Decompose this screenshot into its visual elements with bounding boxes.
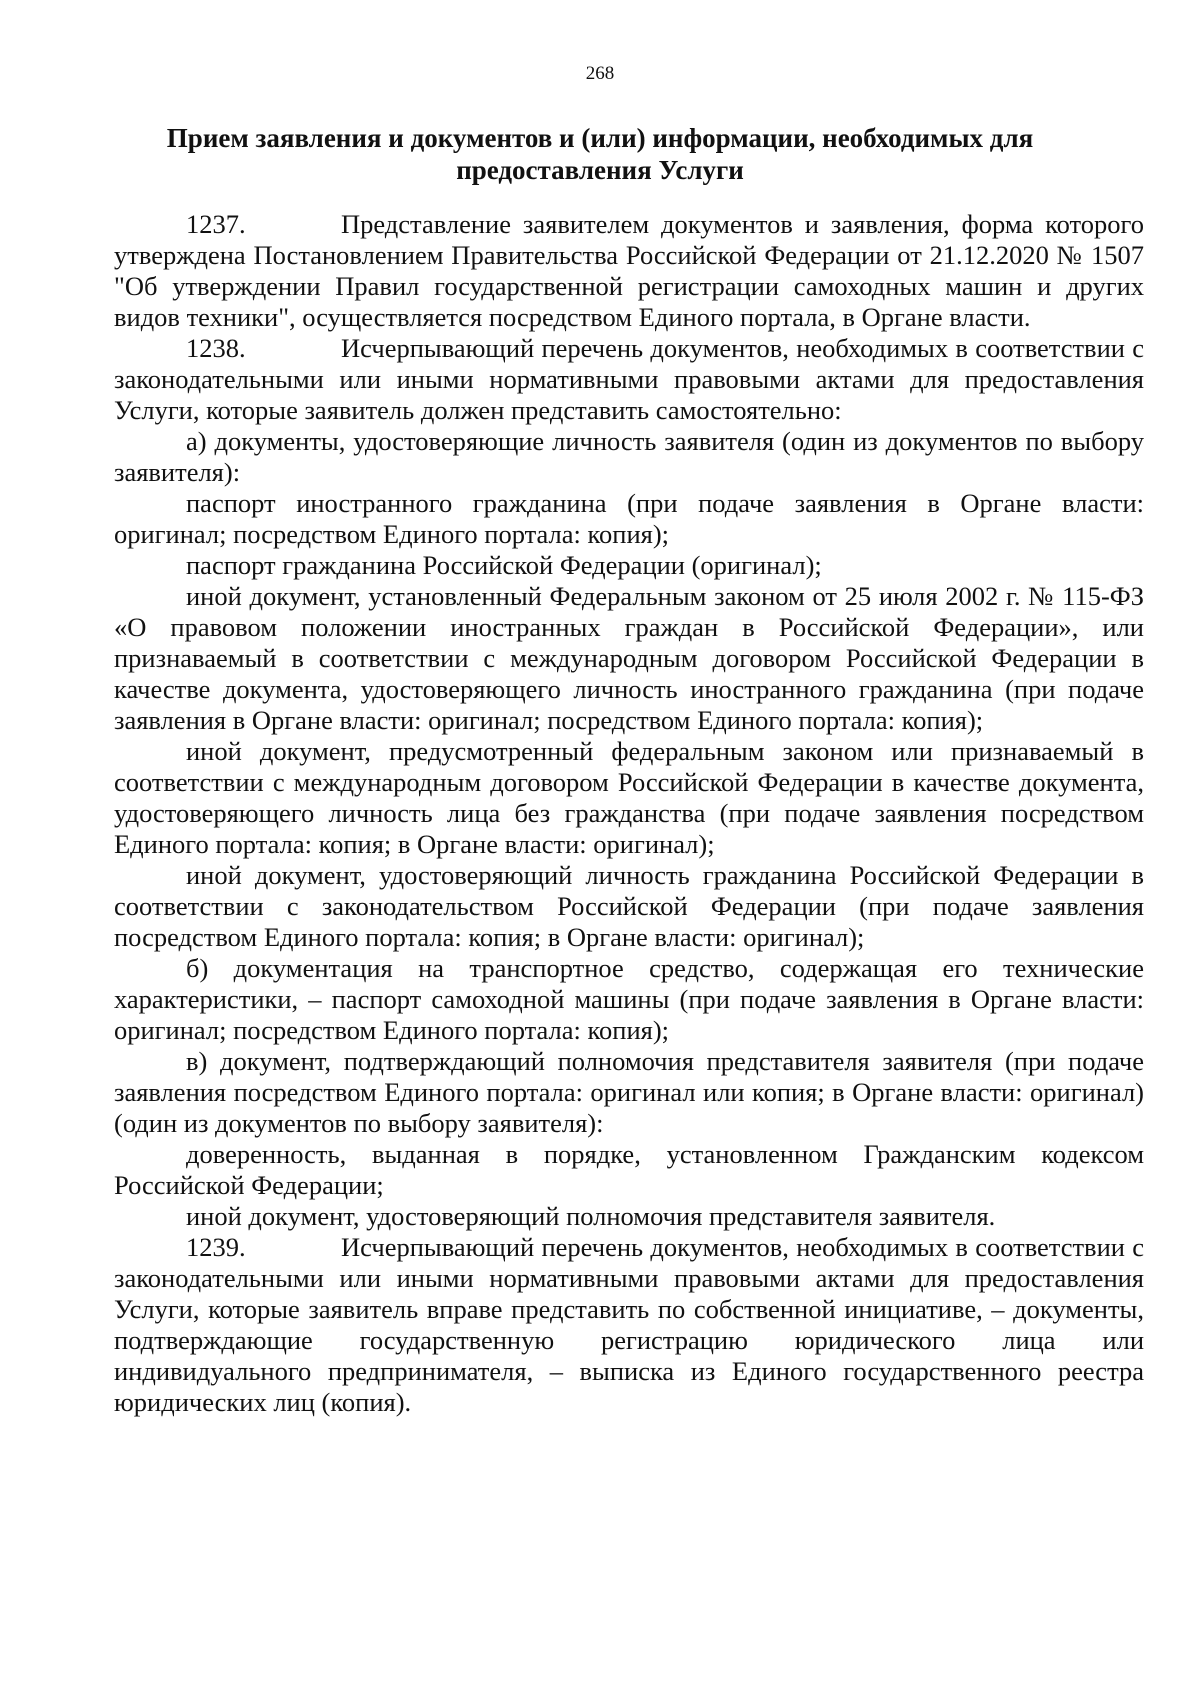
paragraph-number: 1239.	[186, 1232, 246, 1262]
list-subitem: иной документ, установленный Федеральным законом от 25 июля 2002 г. № 115-ФЗ «О правовом положении иностранных граждан в Российской Федерации», или признаваемый в соответствии с международным договором Российской Федерации в качестве документа, удостоверяющего личность иностранного гражданина (при подаче заявления в Органе власти: оригинал; посредством Единого портала: копия);	[114, 581, 1144, 735]
paragraph-1238	[114, 333, 1144, 426]
section-heading: Прием заявления и документов и (или) информации, необходимых для предоставления Услуги	[166, 123, 1034, 185]
list-item-v: в) документ, подтверждающий полномочия представителя заявителя (при подаче заявления посредством Единого портала: оригинал или копия; в Органе власти: оригинал) (один из документов по выбору заявителя):	[114, 1046, 1144, 1138]
paragraph-number: 1237.	[186, 209, 246, 239]
paragraph-1239	[114, 1232, 1144, 1418]
list-item-b: б) документация на транспортное средство, содержащая его технические характеристики, – паспорт самоходной машины (при подаче заявления в Органе власти: оригинал; посредством Единого портала: копия);	[114, 953, 1144, 1045]
paragraph-number: 1238.	[186, 333, 246, 363]
list-subitem: иной документ, удостоверяющий полномочия представителя заявителя.	[186, 1201, 996, 1231]
list-subitem: паспорт гражданина Российской Федерации (оригинал);	[186, 550, 822, 580]
page-number: 268	[585, 63, 615, 84]
paragraph-text: Представление заявителем документов и заявления, форма которого утверждена Постановлением Правительства Российской Федерации от 21.12.2020 № 1507 "Об утверждении Правил государственной регистрации самоходных машин и других видов техники", осуществляется посредством Единого портала, в Органе власти.	[114, 209, 1144, 332]
paragraph-1237	[114, 209, 1144, 333]
list-item-a: а) документы, удостоверяющие личность заявителя (один из документов по выбору заявителя):	[114, 426, 1144, 487]
list-subitem: паспорт иностранного гражданина (при подаче заявления в Органе власти: оригинал; посредством Единого портала: копия);	[114, 488, 1144, 549]
list-subitem: доверенность, выданная в порядке, установленном Гражданским кодексом Российской Федерации;	[114, 1139, 1144, 1200]
document-body	[114, 209, 1144, 1418]
paragraph-text: Исчерпывающий перечень документов, необходимых в соответствии с законодательными или иными нормативными правовыми актами для предоставления Услуги, которые заявитель вправе представить по собственной инициативе, – документы, подтверждающие государственную регистрацию юридического лица или индивидуального предпринимателя, – выписка из Единого государственного реестра юридических лиц (копия).	[114, 1232, 1144, 1417]
list-subitem: иной документ, предусмотренный федеральным законом или признаваемый в соответствии с международным договором Российской Федерации в качестве документа, удостоверяющего личность лица без гражданства (при подаче заявления посредством Единого портала: копия; в Органе власти: оригинал);	[114, 736, 1144, 859]
list-subitem: иной документ, удостоверяющий личность гражданина Российской Федерации в соответствии с законодательством Российской Федерации (при подаче заявления посредством Единого портала: копия; в Органе власти: оригинал);	[114, 860, 1144, 952]
paragraph-text: Исчерпывающий перечень документов, необходимых в соответствии с законодательными или иными нормативными правовыми актами для предоставления Услуги, которые заявитель должен представить самостоятельно:	[114, 333, 1144, 425]
